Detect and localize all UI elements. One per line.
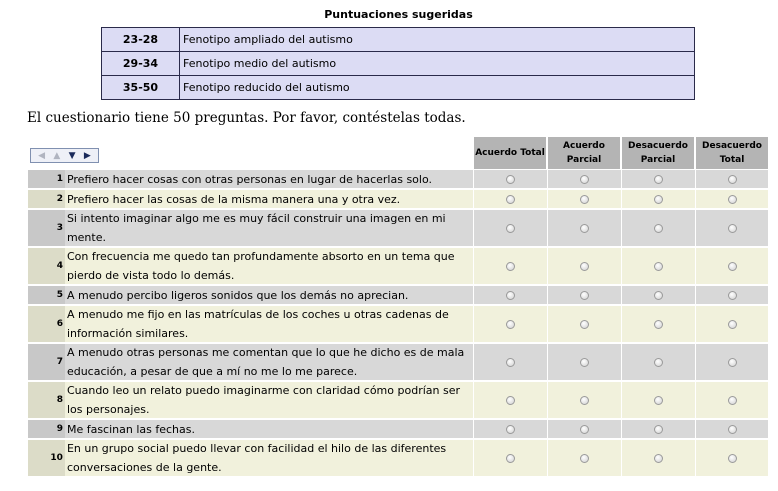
questionnaire-intro: El cuestionario tiene 50 preguntas. Por favor, contéstelas todas.	[27, 110, 466, 126]
question-text: A menudo percibo ligeros sonidos que los demás no aprecian.	[66, 288, 409, 302]
question-text: Con frecuencia me quedo tan profundamente absorto en un tema que pierdo de vista todo lo demás.	[66, 250, 455, 282]
answer-cell	[473, 248, 547, 284]
question-number: 7	[28, 344, 65, 380]
answer-radio[interactable]	[728, 262, 737, 271]
suggested-scores-title: Puntuaciones sugeridas	[324, 8, 473, 21]
answer-cell	[547, 420, 621, 438]
answer-radio[interactable]	[506, 425, 515, 434]
answer-cell	[695, 248, 768, 284]
answer-radio[interactable]	[728, 358, 737, 367]
question-text: Me fascinan las fechas.	[66, 422, 195, 436]
question-number: 5	[28, 286, 65, 304]
answer-cell	[473, 286, 547, 304]
answer-radio[interactable]	[728, 396, 737, 405]
score-label: Fenotipo medio del autismo	[180, 52, 695, 76]
last-page-icon[interactable]: ▶	[83, 150, 91, 161]
first-page-icon[interactable]: ◀	[38, 150, 46, 161]
column-header-desacuerdo-total: Desacuerdo Total	[695, 137, 768, 169]
answer-cell	[473, 190, 547, 208]
answer-radio[interactable]	[506, 358, 515, 367]
question-text: Prefiero hacer las cosas de la misma manera una y otra vez.	[66, 192, 401, 206]
question-row	[28, 382, 768, 420]
answer-cell	[547, 382, 621, 418]
answer-radio[interactable]	[654, 320, 663, 329]
answer-cell	[547, 210, 621, 246]
answer-cell	[621, 344, 695, 380]
question-row	[28, 344, 768, 382]
answer-cell	[621, 190, 695, 208]
answer-cell	[695, 420, 768, 438]
answer-radio[interactable]	[728, 291, 737, 300]
answer-cell	[695, 170, 768, 188]
answer-radio[interactable]	[654, 358, 663, 367]
question-number: 3	[28, 210, 65, 246]
answer-cell	[695, 344, 768, 380]
answer-radio[interactable]	[728, 195, 737, 204]
question-row	[28, 440, 768, 478]
score-range: 23-28	[102, 28, 180, 52]
answer-radio[interactable]	[506, 262, 515, 271]
column-header-acuerdo-parcial: Acuerdo Parcial	[547, 137, 620, 169]
suggested-scores-table	[101, 27, 695, 100]
answer-cell	[547, 440, 621, 476]
answer-radio[interactable]	[506, 454, 515, 463]
answer-radio[interactable]	[506, 396, 515, 405]
answer-radio[interactable]	[580, 320, 589, 329]
question-number: 4	[28, 248, 65, 284]
answer-radio[interactable]	[506, 320, 515, 329]
answer-radio[interactable]	[654, 224, 663, 233]
answer-cell	[473, 382, 547, 418]
question-row	[28, 190, 768, 210]
question-text: A menudo otras personas me comentan que lo que he dicho es de mala educación, a pesar de que a mí no me lo me parece.	[66, 346, 465, 378]
answer-radio[interactable]	[580, 262, 589, 271]
answer-cell	[621, 170, 695, 188]
answer-radio[interactable]	[580, 291, 589, 300]
question-text: Prefiero hacer cosas con otras personas en lugar de hacerlas solo.	[66, 172, 432, 186]
answer-radio[interactable]	[654, 195, 663, 204]
answer-cell	[695, 306, 768, 342]
answer-cell	[547, 286, 621, 304]
answer-radio[interactable]	[506, 224, 515, 233]
next-page-icon[interactable]: ▼	[68, 150, 76, 161]
answer-radio[interactable]	[506, 195, 515, 204]
question-row	[28, 248, 768, 286]
score-range: 29-34	[102, 52, 180, 76]
previous-page-icon[interactable]: ▲	[53, 150, 61, 161]
answer-cell	[621, 382, 695, 418]
question-text: Si intento imaginar algo me es muy fácil construir una imagen en mi mente.	[66, 212, 446, 244]
question-row	[28, 170, 768, 190]
column-header-acuerdo-total: Acuerdo Total	[474, 137, 546, 169]
answer-radio[interactable]	[728, 320, 737, 329]
question-number: 10	[28, 440, 65, 476]
question-row	[28, 286, 768, 306]
question-number: 6	[28, 306, 65, 342]
answer-cell	[473, 170, 547, 188]
answer-radio[interactable]	[580, 175, 589, 184]
answer-cell	[473, 420, 547, 438]
answer-cell	[547, 190, 621, 208]
answer-cell	[473, 210, 547, 246]
answer-radio[interactable]	[654, 262, 663, 271]
answer-radio[interactable]	[580, 396, 589, 405]
answer-radio[interactable]	[580, 425, 589, 434]
answer-cell	[621, 210, 695, 246]
questions-list	[28, 170, 768, 478]
question-text: En un grupo social puedo llevar con facilidad el hilo de las diferentes conversaciones de la gente.	[66, 442, 447, 474]
question-number: 8	[28, 382, 65, 418]
answer-cell	[547, 170, 621, 188]
answer-radio[interactable]	[728, 425, 737, 434]
answer-cell	[473, 440, 547, 476]
answer-radio[interactable]	[580, 454, 589, 463]
answer-cell	[695, 382, 768, 418]
answer-cell	[621, 306, 695, 342]
answer-radio[interactable]	[654, 425, 663, 434]
score-row	[102, 28, 695, 52]
question-text: A menudo me fijo en las matrículas de los coches u otras cadenas de información similares.	[66, 308, 449, 340]
answer-radio[interactable]	[654, 454, 663, 463]
answer-radio[interactable]	[728, 224, 737, 233]
answer-cell	[695, 190, 768, 208]
question-row	[28, 210, 768, 248]
answer-cell	[695, 286, 768, 304]
answer-radio[interactable]	[728, 175, 737, 184]
question-navigation	[30, 148, 99, 163]
score-row	[102, 52, 695, 76]
question-number: 2	[28, 190, 65, 208]
score-label: Fenotipo reducido del autismo	[180, 76, 695, 100]
answer-radio[interactable]	[654, 175, 663, 184]
answer-cell	[621, 286, 695, 304]
answer-cell	[695, 440, 768, 476]
score-row	[102, 76, 695, 100]
answer-radio[interactable]	[654, 291, 663, 300]
answer-cell	[473, 306, 547, 342]
answer-cell	[547, 306, 621, 342]
answer-cell	[547, 248, 621, 284]
answer-cell	[473, 344, 547, 380]
column-header-desacuerdo-parcial: Desacuerdo Parcial	[621, 137, 694, 169]
answer-radio[interactable]	[506, 175, 515, 184]
question-row	[28, 306, 768, 344]
answer-cell	[621, 248, 695, 284]
answer-cell	[621, 420, 695, 438]
answer-radio[interactable]	[580, 195, 589, 204]
answer-radio[interactable]	[580, 358, 589, 367]
answer-cell	[621, 440, 695, 476]
answer-cell	[695, 210, 768, 246]
question-row	[28, 420, 768, 440]
answer-radio[interactable]	[728, 454, 737, 463]
question-number: 1	[28, 170, 65, 188]
question-text: Cuando leo un relato puedo imaginarme con claridad cómo podrían ser los personajes.	[66, 384, 460, 416]
score-range: 35-50	[102, 76, 180, 100]
answer-radio[interactable]	[580, 224, 589, 233]
answer-radio[interactable]	[506, 291, 515, 300]
answer-radio[interactable]	[654, 396, 663, 405]
score-label: Fenotipo ampliado del autismo	[180, 28, 695, 52]
question-number: 9	[28, 420, 65, 438]
answer-cell	[547, 344, 621, 380]
